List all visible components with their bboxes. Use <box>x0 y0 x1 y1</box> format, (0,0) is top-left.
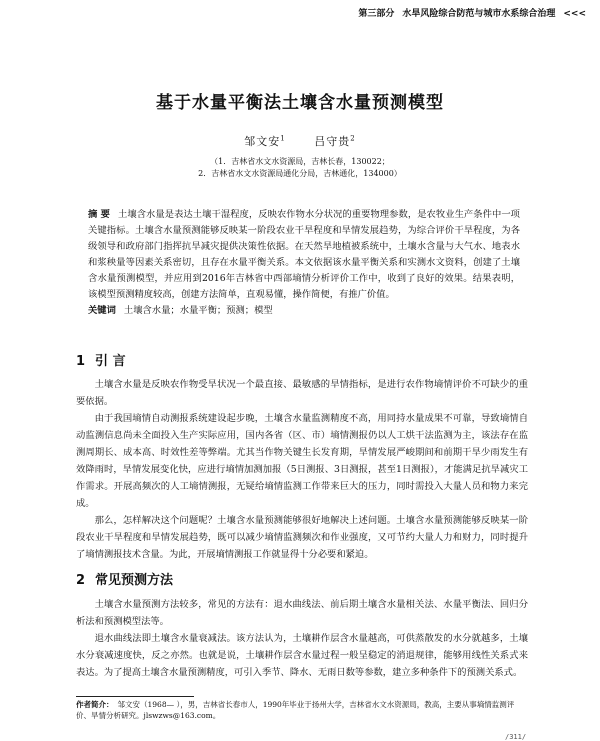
keywords-label: 关键词 <box>88 305 116 316</box>
running-header-part: 第三部分 <box>358 9 395 19</box>
section-body <box>76 376 528 563</box>
affiliations <box>0 156 600 180</box>
section-body <box>76 596 528 681</box>
section-number: 1 <box>76 354 86 369</box>
page-number: /311/ <box>505 733 527 741</box>
section-number: 2 <box>76 573 86 588</box>
footnote-label: 作者简介： <box>76 700 114 709</box>
paragraph: 土壤含水量是反映农作物受旱状况一个最直接、最敏感的旱情指标，是进行农作物墒情评价不可缺少的重要依据。 <box>76 379 528 407</box>
running-header-marker: <<< <box>563 9 586 19</box>
keywords-text: 土壤含水量；水量平衡；预测；模型 <box>123 305 273 316</box>
paragraph: 那么，怎样解决这个问题呢？土壤含水量预测能够很好地解决上述问题。土壤含水量预测能够反映某一阶段农业干旱程度和旱情发展趋势，既可以减少墒情监测频次和作业强度，又可节约大量人力和财力，同时提升了墒情测报技术含量。为此，开展墒情测报工作就显得十分必要和紧迫。 <box>76 515 528 560</box>
section-title: 引 言 <box>95 354 126 369</box>
paragraph: 土壤含水量预测方法较多，常见的方法有：退水曲线法、前后期土壤含水量相关法、水量平衡法、回归分析法和预测模型法等。 <box>76 599 528 627</box>
author <box>314 135 355 148</box>
running-header-title: 水旱风险综合防范与城市水系综合治理 <box>402 9 556 19</box>
abstract-label: 摘 要 <box>88 209 110 220</box>
author-name: 吕守贵 <box>314 135 351 148</box>
paragraph: 由于我国墒情自动测报系统建设起步晚，土壤含水量监测精度不高，用同持水量成果不可靠，导致墒情自动监测信息尚未全面投入生产实际应用，国内各省（区、市）墒情测报仍以人工烘干法监测为主，该法存在监测周期长、成本高、时效性差等弊端。尤其当作物关键生长发育期，旱情发展严峻期间和前期干旱少雨发生有效降雨时，旱情发展变化快，应进行墒情加测加报（5日测报、3日测报，甚至1日测报），才能满足抗旱减灾工作需求。开展高频次的人工墒情测报，无疑给墒情监测工作带来巨大的压力，同时需投入大量人员和物力来完成。 <box>76 413 528 509</box>
section-heading <box>76 569 173 588</box>
author-affil-mark: 1 <box>280 134 286 143</box>
abstract <box>88 207 520 319</box>
footnote <box>76 699 528 721</box>
section-title: 常见预测方法 <box>95 573 174 588</box>
paper-title: 基于水量平衡法土壤含水量预测模型 <box>156 93 444 113</box>
affiliation-line: 2．吉林省水文水资源局通化分局，吉林通化，134000） <box>198 169 402 178</box>
running-header <box>358 6 586 19</box>
author-line <box>0 133 600 149</box>
affiliation-line: （1．吉林省水文水资源局，吉林长春，130022； <box>210 157 390 166</box>
author-name: 邹文安 <box>244 135 281 148</box>
footnote-text: 邹文安（1968— ），男，吉林省长春市人，1990年毕业于扬州大学，吉林省水文水资源局，教高，主要从事墒情监测评价、旱情分析研究。jlswzws@163.com。 <box>76 700 515 720</box>
author <box>244 135 285 148</box>
footnote-rule <box>76 696 194 697</box>
paragraph: 退水曲线法即土壤含水量衰减法。该方法认为，土壤耕作层含水量越高，可供蒸散发的水分就越多，土壤水分衰减速度快，反之亦然。也就是说，土壤耕作层含水量过程一般呈稳定的消退规律，能够用线性关系式来表达。为了提高土壤含水量预测精度，可引入季节、降水、无雨日数等参数，建立多种条件下的预测关系式。 <box>76 633 528 678</box>
abstract-text: 土壤含水量是表达土壤干湿程度，反映农作物水分状况的重要物理参数，是农牧业生产条件中一项关键指标。土壤含水量预测能够反映某一阶段农业干旱程度和旱情发展趋势，为综合评价干旱程度，为各级领导和政府部门指挥抗旱减灾提供决策性依据。在天然旱地植被系统中，土壤水含量与大气水、地表水和浆秧量等因素关系密切，且存在水量平衡关系。本文依据该水量平衡关系和实测水文资料，创建了土壤含水量预测模型，并应用到2016年吉林省中西部墒情分析评价工作中，收到了良好的效果。结果表明，该模型预测精度较高，创建方法简单，直观易懂，操作简便，有推广价值。 <box>88 209 520 300</box>
section-heading <box>76 350 126 369</box>
author-affil-mark: 2 <box>350 134 356 143</box>
